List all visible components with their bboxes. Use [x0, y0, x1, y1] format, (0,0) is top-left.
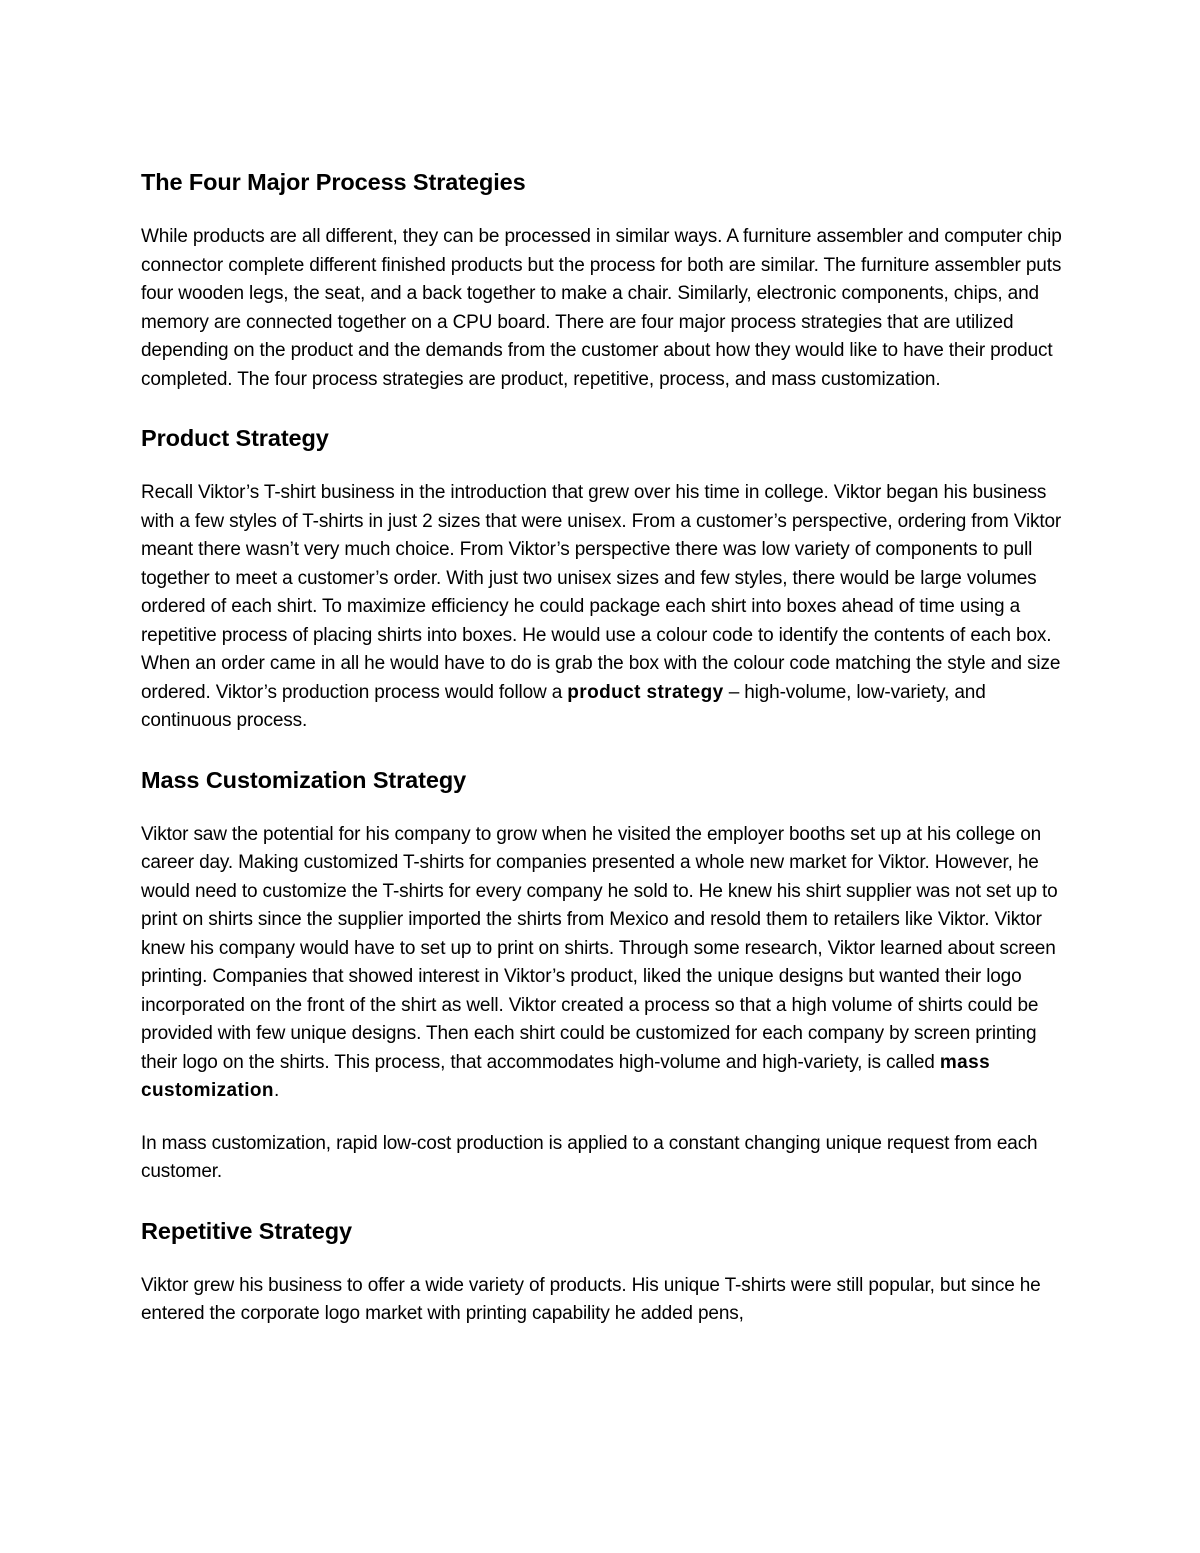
repetitive-strategy-paragraph: Viktor grew his business to offer a wide variety of products. His unique T-shirts were still popular, but since he entered the corporate logo market with printing capability he added pens,	[141, 1274, 1041, 1324]
mass-customization-heading: Mass Customization Strategy	[141, 766, 467, 793]
mass-customization-text-end: .	[273, 1080, 280, 1101]
mass-customization-term: mass customization	[141, 1051, 991, 1101]
product-strategy-text: Recall Viktor’s T-shirt business in the introduction that grew over his time in college. Viktor began his business with a few styles of T-shirts in just 2 sizes that were unisex. From a customer’s perspective, ordering from Viktor meant there wasn’t very much choice. From Viktor’s perspective there was low variety of components to pull together to meet a customer’s order. With just two unisex sizes and few styles, there would be large volumes ordered of each shirt. To maximize efficiency he could package each shirt into boxes ahead of time using a repetitive process of placing shirts into boxes. He would use a colour code to identify the contents of each box. When an order came in all he would have to do is grab the box with the colour code matching the style and size ordered. Viktor’s production process would follow a	[141, 482, 1062, 703]
product-strategy-term: product strategy	[567, 681, 724, 703]
mass-customization-second-paragraph: In mass customization, rapid low-cost production is applied to a constant changing unique request from each customer.	[141, 1132, 1038, 1182]
mass-customization-paragraph	[141, 821, 1066, 1106]
product-strategy-paragraph	[141, 479, 1066, 736]
document-title: The Four Major Process Strategies	[141, 169, 526, 195]
product-strategy-text-end: – high-volume, low-variety, and continuous process.	[141, 681, 986, 731]
document-page	[141, 166, 1066, 1329]
repetitive-strategy-heading: Repetitive Strategy	[141, 1217, 352, 1244]
product-strategy-heading: Product Strategy	[141, 425, 329, 451]
mass-customization-text: Viktor saw the potential for his company to grow when he visited the employer booths set up at his college on career day. Making customized T-shirts for companies presented a whole new market for Viktor. However, he would need to customize the T-shirts for every company he sold to. He knew his shirt supplier was not set up to print on shirts since the supplier imported the shirts from Mexico and resold them to retailers like Viktor. Viktor knew his company would have to set up to print on shirts. Through some research, Viktor learned about screen printing. Companies that showed interest in Viktor’s product, liked the unique designs but wanted their logo incorporated on the front of the shirt as well. Viktor created a process so that a high volume of shirts could be provided with few unique designs. Then each shirt could be customized for each company by screen printing their logo on the shirts. This process, that accommodates high-volume and high-variety, is called	[141, 823, 1058, 1073]
intro-paragraph: While products are all different, they can be processed in similar ways. A furniture assembler and computer chip connector complete different finished products but the process for both are similar. The furniture assembler puts four wooden legs, the seat, and a back together to make a chair. Similarly, electronic components, chips, and memory are connected together on a CPU board. There are four major process strategies that are utilized depending on the product and the demands from the customer about how they would like to have their product completed. The four process strategies are product, repetitive, process, and mass customization.	[141, 226, 1062, 390]
